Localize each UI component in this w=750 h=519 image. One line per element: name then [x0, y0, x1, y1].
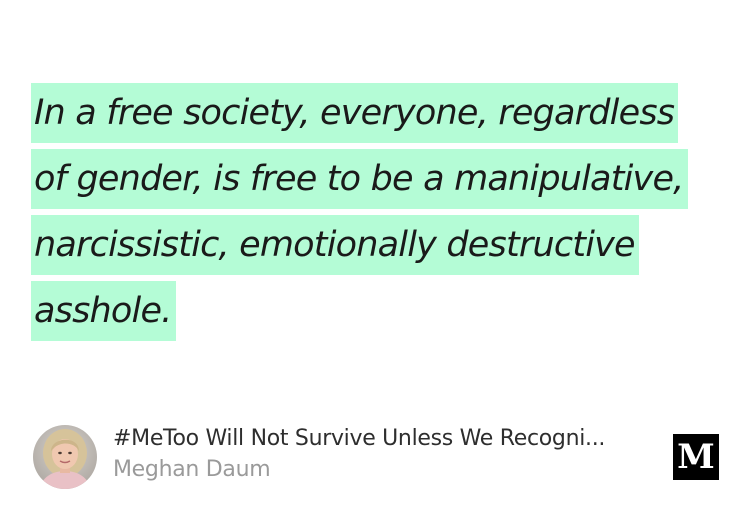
story-meta: [113, 424, 653, 486]
author-name-link[interactable]: Meghan Daum: [113, 457, 271, 482]
author-avatar[interactable]: [33, 425, 97, 489]
quote-line-text: narcissistic, emotionally destructive: [31, 215, 639, 275]
quote-line: [31, 149, 721, 215]
quote-line-text: In a free society, everyone, regardless: [31, 83, 678, 143]
quote-line: [31, 281, 721, 347]
author-photo-icon: [33, 425, 97, 489]
medium-logo[interactable]: [673, 434, 719, 480]
quote-line-text: of gender, is free to be a manipulative,: [31, 149, 688, 209]
quote-line: [31, 83, 721, 149]
highlighted-quote: [31, 83, 721, 347]
quote-line-text: asshole.: [31, 281, 176, 341]
quote-line: [31, 215, 721, 281]
story-title-link[interactable]: #MeToo Will Not Survive Unless We Recogni...: [113, 426, 606, 451]
medium-logo-letter: M: [677, 437, 715, 477]
